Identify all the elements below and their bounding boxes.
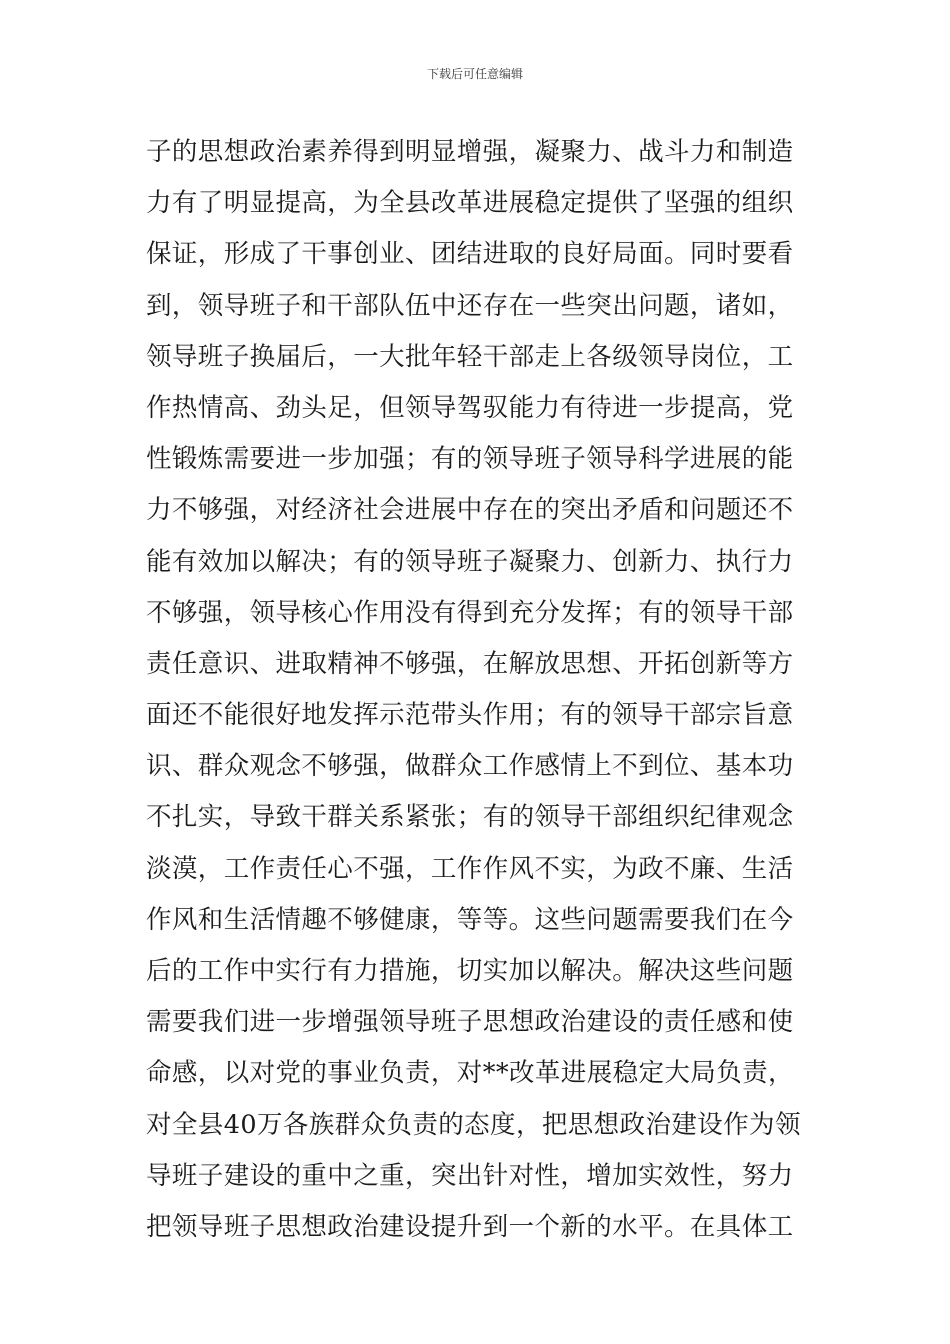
body-line: 作风和生活情趣不够健康，等等。这些问题需要我们在今: [146, 904, 794, 935]
body-line: 对全县40万各族群众负责的态度，把思想政治建设作为领: [146, 1109, 801, 1140]
body-line: 导班子建设的重中之重，突出针对性，增加实效性，努力: [146, 1160, 794, 1191]
body-line: 淡漠，工作责任心不强，工作作风不实，为政不廉、生活: [146, 853, 794, 884]
body-line: 不够强，领导核心作用没有得到充分发挥；有的领导干部: [146, 597, 794, 628]
body-line: 后的工作中实行有力措施，切实加以解决。解决这些问题: [146, 956, 794, 986]
body-line: 领导班子换届后，一大批年轻干部走上各级领导岗位，工: [146, 341, 794, 372]
body-line: 作热情高、劲头足，但领导驾驭能力有待进一步提高，党: [146, 392, 794, 423]
body-line: 能有效加以解决；有的领导班子凝聚力、创新力、执行力: [146, 546, 794, 577]
body-line: 识、群众观念不够强，做群众工作感情上不到位、基本功: [146, 751, 794, 782]
body-line: 保证，形成了干事创业、团结进取的良好局面。同时要看: [146, 239, 794, 270]
document-body: [146, 130, 816, 1256]
body-line: 把领导班子思想政治建设提升到一个新的水平。在具体工: [146, 1211, 794, 1242]
body-line: 面还不能很好地发挥示范带头作用；有的领导干部宗旨意: [146, 700, 794, 731]
body-line: 到，领导班子和干部队伍中还存在一些突出问题，诸如，: [146, 290, 794, 321]
body-line: 责任意识、进取精神不够强，在解放思想、开拓创新等方: [146, 648, 794, 679]
body-line: 力有了明显提高，为全县改革进展稳定提供了坚强的组织: [146, 188, 794, 219]
body-line: 不扎实，导致干群关系紧张；有的领导干部组织纪律观念: [146, 802, 794, 833]
body-line: 性锻炼需要进一步加强；有的领导班子领导科学进展的能: [146, 444, 794, 475]
body-line: 命感，以对党的事业负责，对**改革进展稳定大局负责，: [146, 1058, 794, 1089]
body-line: 子的思想政治素养得到明显增强，凝聚力、战斗力和制造: [146, 137, 794, 167]
body-line: 力不够强，对经济社会进展中存在的突出矛盾和问题还不: [146, 495, 794, 526]
page-header: 下载后可任意编辑: [426, 67, 523, 81]
body-line: 需要我们进一步增强领导班子思想政治建设的责任感和使: [146, 1007, 794, 1038]
